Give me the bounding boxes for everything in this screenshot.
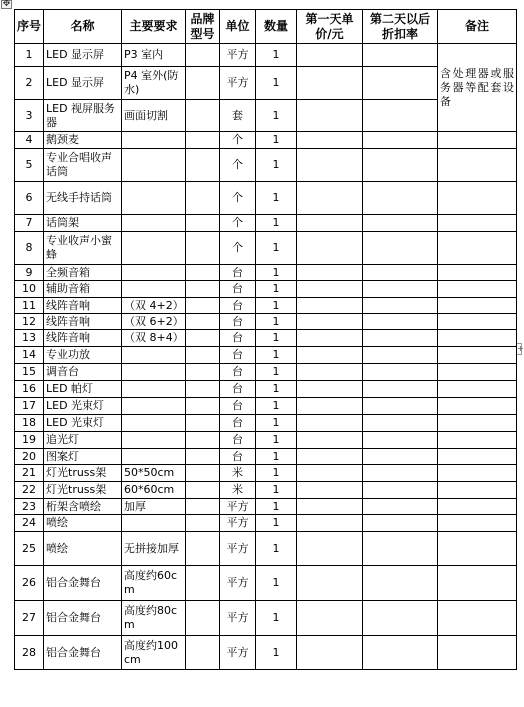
row-quantity-cell: 1 — [256, 67, 297, 100]
row-price-cell — [297, 415, 363, 432]
row-name-cell: 话筒架 — [44, 215, 122, 232]
row-unit-cell: 平方 — [220, 566, 256, 601]
row-requirement-cell: 50*50cm — [122, 465, 186, 482]
row-no-cell: 18 — [15, 415, 44, 432]
row-name-cell: LED 光束灯 — [44, 415, 122, 432]
row-quantity-cell: 1 — [256, 132, 297, 149]
row-remark-cell — [438, 215, 517, 232]
header-discount: 第二天以后折扣率 — [363, 10, 438, 44]
row-discount-cell — [363, 215, 438, 232]
row-discount-cell — [363, 482, 438, 499]
row-quantity-cell: 1 — [256, 215, 297, 232]
row-requirement-cell: （双 8+4） — [122, 330, 186, 347]
row-brand-cell — [186, 314, 220, 330]
row-quantity-cell: 1 — [256, 281, 297, 298]
row-price-cell — [297, 265, 363, 281]
row-brand-cell — [186, 398, 220, 415]
row-price-cell — [297, 499, 363, 515]
row-quantity-cell: 1 — [256, 364, 297, 381]
row-quantity-cell: 1 — [256, 449, 297, 465]
row-discount-cell — [363, 381, 438, 398]
header-unit: 单位 — [220, 10, 256, 44]
row-price-cell — [297, 532, 363, 566]
row-discount-cell — [363, 265, 438, 281]
row-brand-cell — [186, 132, 220, 149]
row-discount-cell — [363, 515, 438, 532]
row-brand-cell — [186, 449, 220, 465]
row-discount-cell — [363, 636, 438, 670]
row-no-cell: 3 — [15, 100, 44, 132]
table-row — [15, 398, 517, 415]
row-remark-cell — [438, 347, 517, 364]
row-requirement-cell — [122, 281, 186, 298]
row-requirement-cell — [122, 149, 186, 182]
table-row — [15, 482, 517, 499]
row-price-cell — [297, 314, 363, 330]
row-price-cell — [297, 432, 363, 449]
row-name-cell: 专业合唱收声话筒 — [44, 149, 122, 182]
row-quantity-cell: 1 — [256, 100, 297, 132]
row-price-cell — [297, 281, 363, 298]
row-price-cell — [297, 566, 363, 601]
row-name-cell: 专业功放 — [44, 347, 122, 364]
row-remark-cell — [438, 265, 517, 281]
row-name-cell: LED 帕灯 — [44, 381, 122, 398]
row-name-cell: 辅助音箱 — [44, 281, 122, 298]
row-requirement-cell — [122, 347, 186, 364]
row-requirement-cell: 高度约60cm — [122, 566, 186, 601]
row-no-cell: 12 — [15, 314, 44, 330]
table-row — [15, 636, 517, 670]
row-no-cell: 9 — [15, 265, 44, 281]
table-row — [15, 499, 517, 515]
row-name-cell: LED 视屏服务器 — [44, 100, 122, 132]
row-brand-cell — [186, 298, 220, 314]
row-name-cell: 灯光truss架 — [44, 482, 122, 499]
row-brand-cell — [186, 67, 220, 100]
row-discount-cell — [363, 449, 438, 465]
row-quantity-cell: 1 — [256, 636, 297, 670]
row-no-cell: 23 — [15, 499, 44, 515]
row-discount-cell — [363, 149, 438, 182]
table-row — [15, 364, 517, 381]
table-row — [15, 515, 517, 532]
row-discount-cell — [363, 432, 438, 449]
table-body — [15, 44, 517, 670]
row-discount-cell — [363, 232, 438, 265]
row-unit-cell: 平方 — [220, 515, 256, 532]
row-remark-cell — [438, 566, 517, 601]
row-no-cell: 11 — [15, 298, 44, 314]
row-discount-cell — [363, 67, 438, 100]
row-name-cell: 追光灯 — [44, 432, 122, 449]
row-unit-cell: 台 — [220, 265, 256, 281]
row-quantity-cell: 1 — [256, 149, 297, 182]
header-name: 名称 — [44, 10, 122, 44]
row-no-cell: 28 — [15, 636, 44, 670]
row-unit-cell: 个 — [220, 149, 256, 182]
header-brand-model: 品牌型号 — [186, 10, 220, 44]
row-discount-cell — [363, 398, 438, 415]
table-row — [15, 149, 517, 182]
row-remark-cell — [438, 636, 517, 670]
row-no-cell: 24 — [15, 515, 44, 532]
equipment-quote-table — [14, 9, 517, 670]
row-unit-cell: 米 — [220, 465, 256, 482]
row-discount-cell — [363, 465, 438, 482]
row-discount-cell — [363, 364, 438, 381]
row-price-cell — [297, 364, 363, 381]
row-discount-cell — [363, 499, 438, 515]
row-quantity-cell: 1 — [256, 465, 297, 482]
row-brand-cell — [186, 515, 220, 532]
row-no-cell: 10 — [15, 281, 44, 298]
table-row — [15, 314, 517, 330]
header-remark: 备注 — [438, 10, 517, 44]
row-remark-cell — [438, 398, 517, 415]
row-quantity-cell: 1 — [256, 44, 297, 67]
row-name-cell: 专业收声小蜜蜂 — [44, 232, 122, 265]
table-row — [15, 298, 517, 314]
row-quantity-cell: 1 — [256, 499, 297, 515]
row-unit-cell: 个 — [220, 132, 256, 149]
row-no-cell: 15 — [15, 364, 44, 381]
table-move-handle[interactable]: ✥ — [2, 0, 11, 9]
row-name-cell: 线阵音响 — [44, 330, 122, 347]
row-no-cell: 16 — [15, 381, 44, 398]
row-name-cell: 鹅颈麦 — [44, 132, 122, 149]
row-quantity-cell: 1 — [256, 232, 297, 265]
row-price-cell — [297, 182, 363, 215]
row-remark-cell — [438, 415, 517, 432]
row-unit-cell: 台 — [220, 415, 256, 432]
row-brand-cell — [186, 44, 220, 67]
row-price-cell — [297, 298, 363, 314]
row-requirement-cell — [122, 132, 186, 149]
row-remark-cell — [438, 499, 517, 515]
row-brand-cell — [186, 499, 220, 515]
row-requirement-cell — [122, 215, 186, 232]
row-price-cell — [297, 465, 363, 482]
row-discount-cell — [363, 601, 438, 636]
row-remark-cell — [438, 281, 517, 298]
row-quantity-cell: 1 — [256, 381, 297, 398]
row-quantity-cell: 1 — [256, 601, 297, 636]
table-row — [15, 265, 517, 281]
row-requirement-cell: P4 室外(防水) — [122, 67, 186, 100]
row-remark-cell — [438, 298, 517, 314]
row-no-cell: 26 — [15, 566, 44, 601]
row-price-cell — [297, 215, 363, 232]
row-no-cell: 21 — [15, 465, 44, 482]
row-price-cell — [297, 449, 363, 465]
row-requirement-cell: P3 室内 — [122, 44, 186, 67]
row-discount-cell — [363, 281, 438, 298]
row-remark-cell — [438, 432, 517, 449]
row-price-cell — [297, 482, 363, 499]
row-brand-cell — [186, 636, 220, 670]
row-requirement-cell: 画面切割 — [122, 100, 186, 132]
row-requirement-cell — [122, 449, 186, 465]
row-name-cell: 无线手持话筒 — [44, 182, 122, 215]
row-name-cell: 调音台 — [44, 364, 122, 381]
row-discount-cell — [363, 132, 438, 149]
row-requirement-cell: 高度约80cm — [122, 601, 186, 636]
row-price-cell — [297, 515, 363, 532]
row-no-cell: 20 — [15, 449, 44, 465]
row-requirement-cell — [122, 415, 186, 432]
row-price-cell — [297, 67, 363, 100]
row-remark-cell — [438, 601, 517, 636]
row-quantity-cell: 1 — [256, 432, 297, 449]
row-no-cell: 13 — [15, 330, 44, 347]
row-quantity-cell: 1 — [256, 566, 297, 601]
row-price-cell — [297, 149, 363, 182]
row-name-cell: 喷绘 — [44, 515, 122, 532]
row-price-cell — [297, 398, 363, 415]
row-quantity-cell: 1 — [256, 298, 297, 314]
row-unit-cell: 套 — [220, 100, 256, 132]
row-quantity-cell: 1 — [256, 532, 297, 566]
row-unit-cell: 台 — [220, 314, 256, 330]
row-requirement-cell — [122, 381, 186, 398]
row-brand-cell — [186, 347, 220, 364]
table-row — [15, 215, 517, 232]
row-brand-cell — [186, 381, 220, 398]
row-remark-cell — [438, 330, 517, 347]
row-requirement-cell — [122, 398, 186, 415]
row-remark-cell — [438, 532, 517, 566]
row-unit-cell: 个 — [220, 215, 256, 232]
table-resize-handle[interactable]: + — [517, 344, 524, 353]
row-remark-cell — [438, 232, 517, 265]
row-name-cell: 图案灯 — [44, 449, 122, 465]
row-no-cell: 6 — [15, 182, 44, 215]
row-brand-cell — [186, 432, 220, 449]
header-no: 序号 — [15, 10, 44, 44]
table-row — [15, 381, 517, 398]
table-row — [15, 449, 517, 465]
table-row — [15, 415, 517, 432]
row-unit-cell: 台 — [220, 347, 256, 364]
row-unit-cell: 平方 — [220, 67, 256, 100]
row-brand-cell — [186, 215, 220, 232]
row-name-cell: 铝合金舞台 — [44, 566, 122, 601]
row-name-cell: 全频音箱 — [44, 265, 122, 281]
row-remark-cell — [438, 465, 517, 482]
row-name-cell: LED 光束灯 — [44, 398, 122, 415]
row-brand-cell — [186, 532, 220, 566]
row-requirement-cell — [122, 182, 186, 215]
row-remark-cell — [438, 515, 517, 532]
row-unit-cell: 台 — [220, 281, 256, 298]
row-requirement-cell: 无拼接加厚 — [122, 532, 186, 566]
row-price-cell — [297, 100, 363, 132]
table-row — [15, 465, 517, 482]
table-row — [15, 182, 517, 215]
row-no-cell: 19 — [15, 432, 44, 449]
row-discount-cell — [363, 182, 438, 215]
row-discount-cell — [363, 100, 438, 132]
row-brand-cell — [186, 465, 220, 482]
row-discount-cell — [363, 347, 438, 364]
header-requirement: 主要要求 — [122, 10, 186, 44]
row-name-cell: 喷绘 — [44, 532, 122, 566]
row-name-cell: 桁架含喷绘 — [44, 499, 122, 515]
row-requirement-cell: （双 6+2） — [122, 314, 186, 330]
header-row — [15, 10, 517, 44]
row-brand-cell — [186, 364, 220, 381]
row-quantity-cell: 1 — [256, 515, 297, 532]
row-remark-cell — [438, 149, 517, 182]
row-requirement-cell: （双 4+2） — [122, 298, 186, 314]
row-name-cell: LED 显示屏 — [44, 67, 122, 100]
row-no-cell: 7 — [15, 215, 44, 232]
row-requirement-cell — [122, 515, 186, 532]
table-row — [15, 44, 517, 67]
table-row — [15, 330, 517, 347]
row-brand-cell — [186, 232, 220, 265]
row-quantity-cell: 1 — [256, 398, 297, 415]
row-discount-cell — [363, 44, 438, 67]
row-brand-cell — [186, 482, 220, 499]
row-price-cell — [297, 601, 363, 636]
row-no-cell: 1 — [15, 44, 44, 67]
row-unit-cell: 平方 — [220, 532, 256, 566]
row-quantity-cell: 1 — [256, 482, 297, 499]
row-price-cell — [297, 381, 363, 398]
row-price-cell — [297, 347, 363, 364]
row-brand-cell — [186, 330, 220, 347]
row-requirement-cell: 加厚 — [122, 499, 186, 515]
row-unit-cell: 平方 — [220, 499, 256, 515]
row-quantity-cell: 1 — [256, 182, 297, 215]
row-name-cell: 铝合金舞台 — [44, 601, 122, 636]
row-discount-cell — [363, 314, 438, 330]
row-quantity-cell: 1 — [256, 314, 297, 330]
row-no-cell: 4 — [15, 132, 44, 149]
row-name-cell: LED 显示屏 — [44, 44, 122, 67]
table-row — [15, 566, 517, 601]
row-no-cell: 25 — [15, 532, 44, 566]
row-price-cell — [297, 44, 363, 67]
row-unit-cell: 平方 — [220, 636, 256, 670]
row-remark-cell — [438, 381, 517, 398]
row-price-cell — [297, 132, 363, 149]
row-requirement-cell: 60*60cm — [122, 482, 186, 499]
row-remark-cell — [438, 364, 517, 381]
row-requirement-cell — [122, 265, 186, 281]
row-brand-cell — [186, 265, 220, 281]
row-remark-cell — [438, 182, 517, 215]
row-brand-cell — [186, 281, 220, 298]
row-requirement-cell: 高度约100cm — [122, 636, 186, 670]
row-unit-cell: 台 — [220, 381, 256, 398]
row-unit-cell: 台 — [220, 330, 256, 347]
row-unit-cell: 平方 — [220, 44, 256, 67]
row-discount-cell — [363, 330, 438, 347]
row-unit-cell: 台 — [220, 432, 256, 449]
row-remark-cell — [438, 482, 517, 499]
table-row — [15, 347, 517, 364]
row-discount-cell — [363, 415, 438, 432]
row-no-cell: 8 — [15, 232, 44, 265]
row-price-cell — [297, 330, 363, 347]
row-unit-cell: 台 — [220, 298, 256, 314]
row-no-cell: 5 — [15, 149, 44, 182]
row-no-cell: 17 — [15, 398, 44, 415]
remark-cell: 含处理器或服务器等配套设备 — [438, 44, 517, 132]
table-row — [15, 432, 517, 449]
row-unit-cell: 台 — [220, 449, 256, 465]
table-row — [15, 232, 517, 265]
row-unit-cell: 台 — [220, 364, 256, 381]
row-quantity-cell: 1 — [256, 265, 297, 281]
row-name-cell: 灯光truss架 — [44, 465, 122, 482]
header-day1-price: 第一天单价/元 — [297, 10, 363, 44]
row-remark-cell — [438, 449, 517, 465]
row-no-cell: 22 — [15, 482, 44, 499]
table-row — [15, 601, 517, 636]
row-quantity-cell: 1 — [256, 347, 297, 364]
row-price-cell — [297, 232, 363, 265]
row-no-cell: 14 — [15, 347, 44, 364]
row-unit-cell: 个 — [220, 182, 256, 215]
row-quantity-cell: 1 — [256, 330, 297, 347]
row-remark-cell — [438, 314, 517, 330]
table-row — [15, 281, 517, 298]
row-requirement-cell — [122, 232, 186, 265]
row-brand-cell — [186, 601, 220, 636]
row-brand-cell — [186, 415, 220, 432]
row-remark-cell — [438, 132, 517, 149]
row-requirement-cell — [122, 432, 186, 449]
row-discount-cell — [363, 566, 438, 601]
row-brand-cell — [186, 149, 220, 182]
row-requirement-cell — [122, 364, 186, 381]
row-price-cell — [297, 636, 363, 670]
row-no-cell: 27 — [15, 601, 44, 636]
row-discount-cell — [363, 298, 438, 314]
row-quantity-cell: 1 — [256, 415, 297, 432]
table-row — [15, 532, 517, 566]
row-name-cell: 线阵音响 — [44, 314, 122, 330]
header-quantity: 数量 — [256, 10, 297, 44]
row-brand-cell — [186, 100, 220, 132]
row-unit-cell: 平方 — [220, 601, 256, 636]
row-unit-cell: 米 — [220, 482, 256, 499]
row-brand-cell — [186, 182, 220, 215]
row-unit-cell: 个 — [220, 232, 256, 265]
table-row — [15, 132, 517, 149]
row-no-cell: 2 — [15, 67, 44, 100]
row-brand-cell — [186, 566, 220, 601]
row-unit-cell: 台 — [220, 398, 256, 415]
row-name-cell: 线阵音响 — [44, 298, 122, 314]
row-name-cell: 铝合金舞台 — [44, 636, 122, 670]
row-discount-cell — [363, 532, 438, 566]
